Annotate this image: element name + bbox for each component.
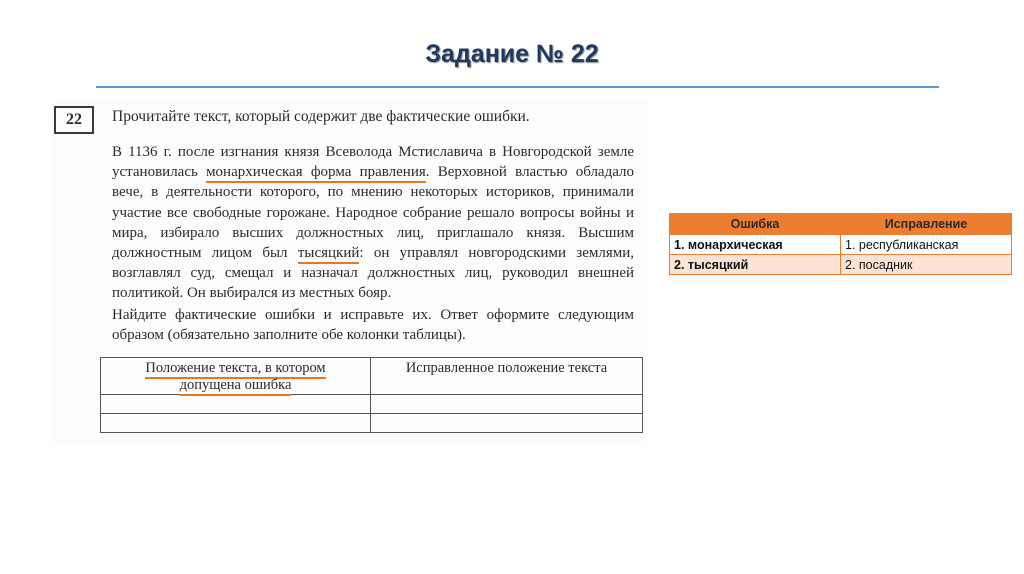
task-passage <box>112 142 634 304</box>
answer-table <box>669 213 1012 275</box>
answer-header-row <box>670 214 1012 235</box>
slide-title: Задание № 22 <box>425 40 599 68</box>
form-blank-cell <box>371 395 643 414</box>
scanned-task <box>52 100 647 445</box>
form-header-position <box>101 358 371 395</box>
form-header-line-1: Положение текста, в котором <box>145 360 325 379</box>
answer-error-2: 2. тысяцкий <box>670 255 841 275</box>
passage-part-2: . Верховной властью обладало вече, в деятельности которого, по мнению некоторых историков, принимали участие все свободные горожане. Народное собрание решало вопросы войны и мира, избирало высших должностных лиц, приглашало князя. Высшим должностным лицом был <box>112 164 634 262</box>
answer-row <box>670 235 1012 255</box>
answer-header-fix: Исправление <box>841 214 1012 235</box>
answer-form-table <box>100 357 643 433</box>
task-number: 22 <box>54 106 94 134</box>
passage-part-1: В 1136 г. после изгнания князя Всеволода Мстиславича в Новгородской земле установилась <box>112 144 634 181</box>
passage-part-3: : он управлял новгородскими землями, возглавлял суд, смещал и назначал должностных лиц, руководил внешней политикой. Он выбирался из местных бояр. <box>112 245 635 302</box>
form-blank-cell <box>371 414 643 433</box>
answer-header-error: Ошибка <box>670 214 841 235</box>
task-question: Найдите фактические ошибки и исправьте их. Ответ оформите следующим образом (обязательно заполните обе колонки таблицы). <box>112 307 634 344</box>
form-header-correction <box>371 358 643 395</box>
answer-fix-1: 1. республиканская <box>841 235 1012 255</box>
title-divider <box>96 86 939 88</box>
form-header-correction-label: Исправленное положение текста <box>405 360 608 376</box>
form-header-line-2: допущена ошибка <box>180 377 292 396</box>
error-highlight-2: тысяцкий <box>298 245 360 264</box>
answer-row <box>670 255 1012 275</box>
form-blank-cell <box>101 395 371 414</box>
answer-error-1: 1. монархическая <box>670 235 841 255</box>
form-blank-cell <box>101 414 371 433</box>
answer-fix-2: 2. посадник <box>841 255 1012 275</box>
error-highlight-1: монархическая форма правления <box>206 164 426 183</box>
task-instruction: Прочитайте текст, который содержит две фактические ошибки. <box>112 108 530 125</box>
